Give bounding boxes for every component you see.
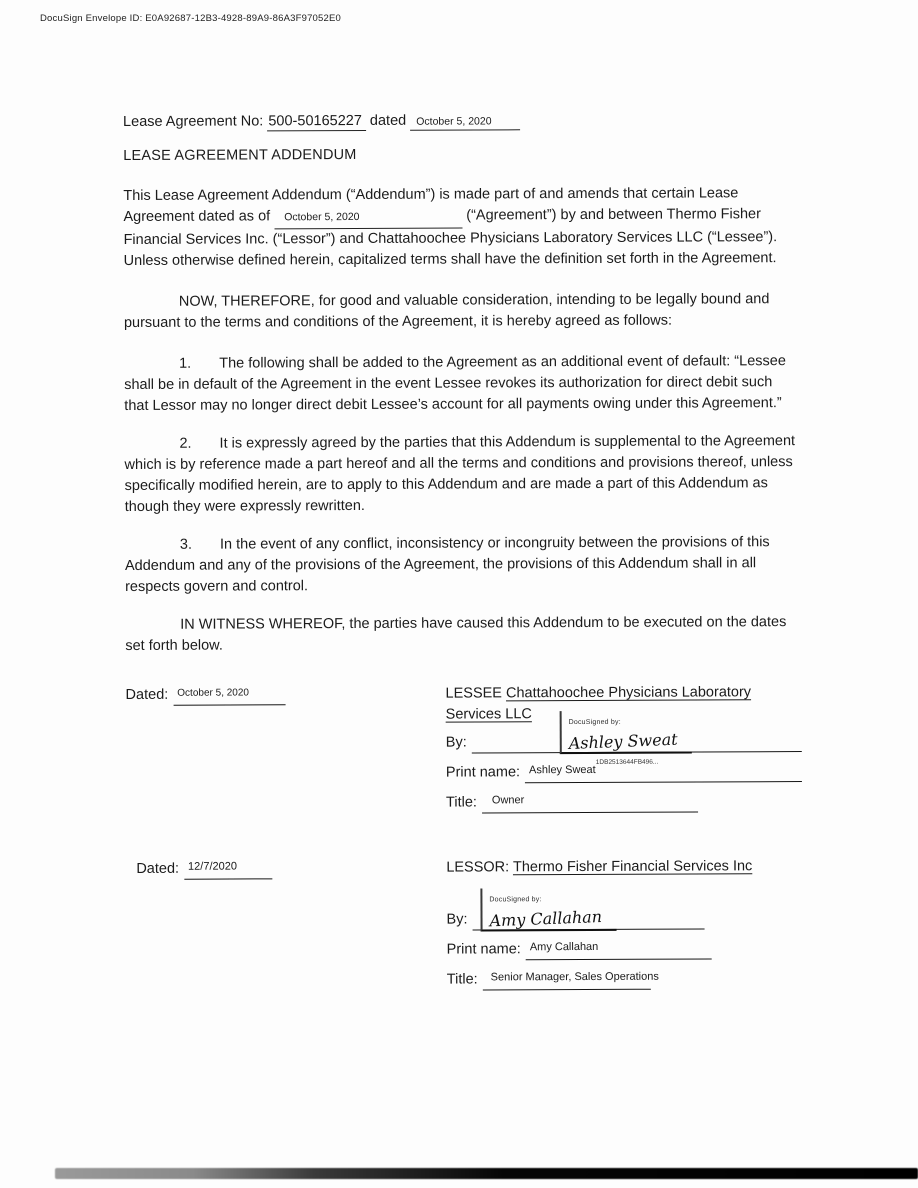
item-3	[125, 532, 801, 598]
agreement-date-blank	[274, 206, 462, 230]
item-2-text: It is expressly agreed by the parties that this Addendum is supplemental to the Agreement which is by reference made a part hereof and all the terms and conditions and provisions thereof, unless specifically modified herein, are to apply to this Addendum and are made a part of this Addendum as though they were expressly rewritten.	[124, 433, 796, 515]
witness-paragraph: IN WITNESS WHEREOF, the parties have caused this Addendum to be executed on the dates set forth below.	[125, 614, 787, 654]
lessor-print-name-row	[447, 938, 803, 961]
lessee-signature-script: Ashley Sweat	[568, 729, 678, 753]
scan-artifact-bar	[55, 1168, 918, 1179]
lease-number-label: Lease Agreement No:	[123, 113, 264, 130]
lessee-by-label: By:	[445, 734, 467, 751]
docusign-envelope-id: DocuSign Envelope ID: E0A92687-12B3-4928-89A9-86A3F97052E0	[40, 13, 342, 24]
lessee-signature-column	[445, 682, 802, 814]
lessee-print-name-label: Print name:	[445, 764, 521, 781]
item-1	[124, 351, 800, 417]
lessee-title-row	[446, 791, 802, 814]
lessor-by-line	[472, 896, 704, 931]
lessee-docusign-stamp	[560, 711, 692, 766]
lessee-docusigned-by-label: DocuSigned by:	[568, 718, 621, 727]
item-3-text: In the event of any conflict, inconsistency or incongruity between the provisions of this Addendum and any of the provisions of the Agreement, the provisions of this Addendum shall in all respects govern and control.	[124, 534, 770, 595]
intro-text-after-date: (“Agreement”) by and between Thermo Fisher Financial Services Inc. (“Lessor”) and Chattahoochee Physicians Laboratory Services LLC (“Lessee”). Unless otherwise defined herein, capitalized terms shall have the definition set forth in the Agreement.	[123, 206, 778, 269]
item-1-text: The following shall be added to the Agreement as an additional event of default: “Lessee shall be in default of the Agreement in the event Lessee revokes its authorization for direct debit such that Lessor may no longer direct debit Lessee’s account for all payments owing under this Agreement.”	[124, 353, 786, 414]
lessor-dated-label: Dated:	[136, 860, 180, 877]
lease-agreement-line	[123, 109, 799, 133]
lessee-print-name-line	[525, 763, 802, 783]
lessor-docusigned-by-label: DocuSigned by:	[489, 896, 542, 904]
lessee-party-label: LESSEE	[445, 685, 502, 702]
document-body	[123, 109, 803, 992]
item-1-number: 1.	[179, 355, 192, 372]
lessor-dated-row	[136, 858, 446, 880]
lessee-title-value: Owner	[491, 794, 525, 807]
lessor-print-name-label: Print name:	[446, 941, 521, 958]
lease-number-value: 500-50165227	[267, 113, 366, 131]
lessee-dated-row	[126, 684, 446, 706]
lessee-signature-block	[126, 682, 803, 815]
lease-dated-value: October 5, 2020	[410, 115, 519, 130]
intro-text-before-date: This Lease Agreement Addendum (“Addendum”) is made part of and amends that certain Lease Agreement dated as of	[123, 185, 739, 225]
intro-paragraph	[123, 183, 799, 272]
lessee-signature-id: 1DB2513644FB496...	[595, 758, 659, 766]
document-title: LEASE AGREEMENT ADDENDUM	[123, 146, 357, 164]
lessor-docusign-stamp	[480, 888, 616, 932]
lessor-title-line	[483, 970, 659, 991]
lessee-dated-label: Dated:	[125, 686, 169, 703]
lessor-dated-value: 12/7/2020	[188, 860, 237, 873]
item-2	[124, 431, 800, 518]
now-therefore-paragraph: NOW, THEREFORE, for good and valuable consideration, intending to be legally bound and pursuant to the terms and conditions of the Agreement, it is hereby agreed as follows:	[123, 291, 770, 331]
lessee-party-name: Chattahoochee Physicians Laboratory Services LLC	[445, 684, 752, 723]
dated-word: dated	[369, 112, 407, 129]
lessee-dated-value: October 5, 2020	[177, 687, 250, 699]
lessor-dated-column	[126, 858, 447, 992]
agreement-date-value: October 5, 2020	[284, 210, 360, 224]
item-2-number: 2.	[179, 435, 192, 452]
lessor-party-name: Thermo Fisher Financial Services Inc	[512, 858, 753, 876]
lessor-dated-line	[184, 860, 272, 879]
lessor-party-label: LESSOR:	[446, 859, 510, 876]
lessor-signature-block	[126, 856, 803, 992]
lessee-title-label: Title:	[445, 794, 477, 811]
lessee-by-row	[445, 718, 802, 766]
lessee-by-line	[472, 718, 802, 766]
lessee-dated-line	[173, 687, 285, 705]
lessor-title-value: Senior Manager, Sales Operations	[490, 970, 659, 984]
lessee-title-line	[482, 794, 698, 813]
lessor-title-row	[447, 968, 803, 991]
lessee-print-name-value: Ashley Sweat	[529, 763, 596, 777]
lessor-signature-column	[446, 856, 803, 991]
lessor-party-line	[446, 856, 802, 879]
lessor-print-name-line	[526, 940, 712, 960]
lessor-print-name-value: Amy Callahan	[529, 940, 599, 954]
lessor-by-label: By:	[446, 911, 468, 928]
lessor-title-label: Title:	[446, 971, 478, 988]
lessor-signature-script: Amy Callahan	[489, 906, 603, 931]
item-3-number: 3.	[179, 536, 193, 553]
lessor-by-row	[446, 896, 802, 931]
lessee-dated-column	[126, 684, 447, 815]
